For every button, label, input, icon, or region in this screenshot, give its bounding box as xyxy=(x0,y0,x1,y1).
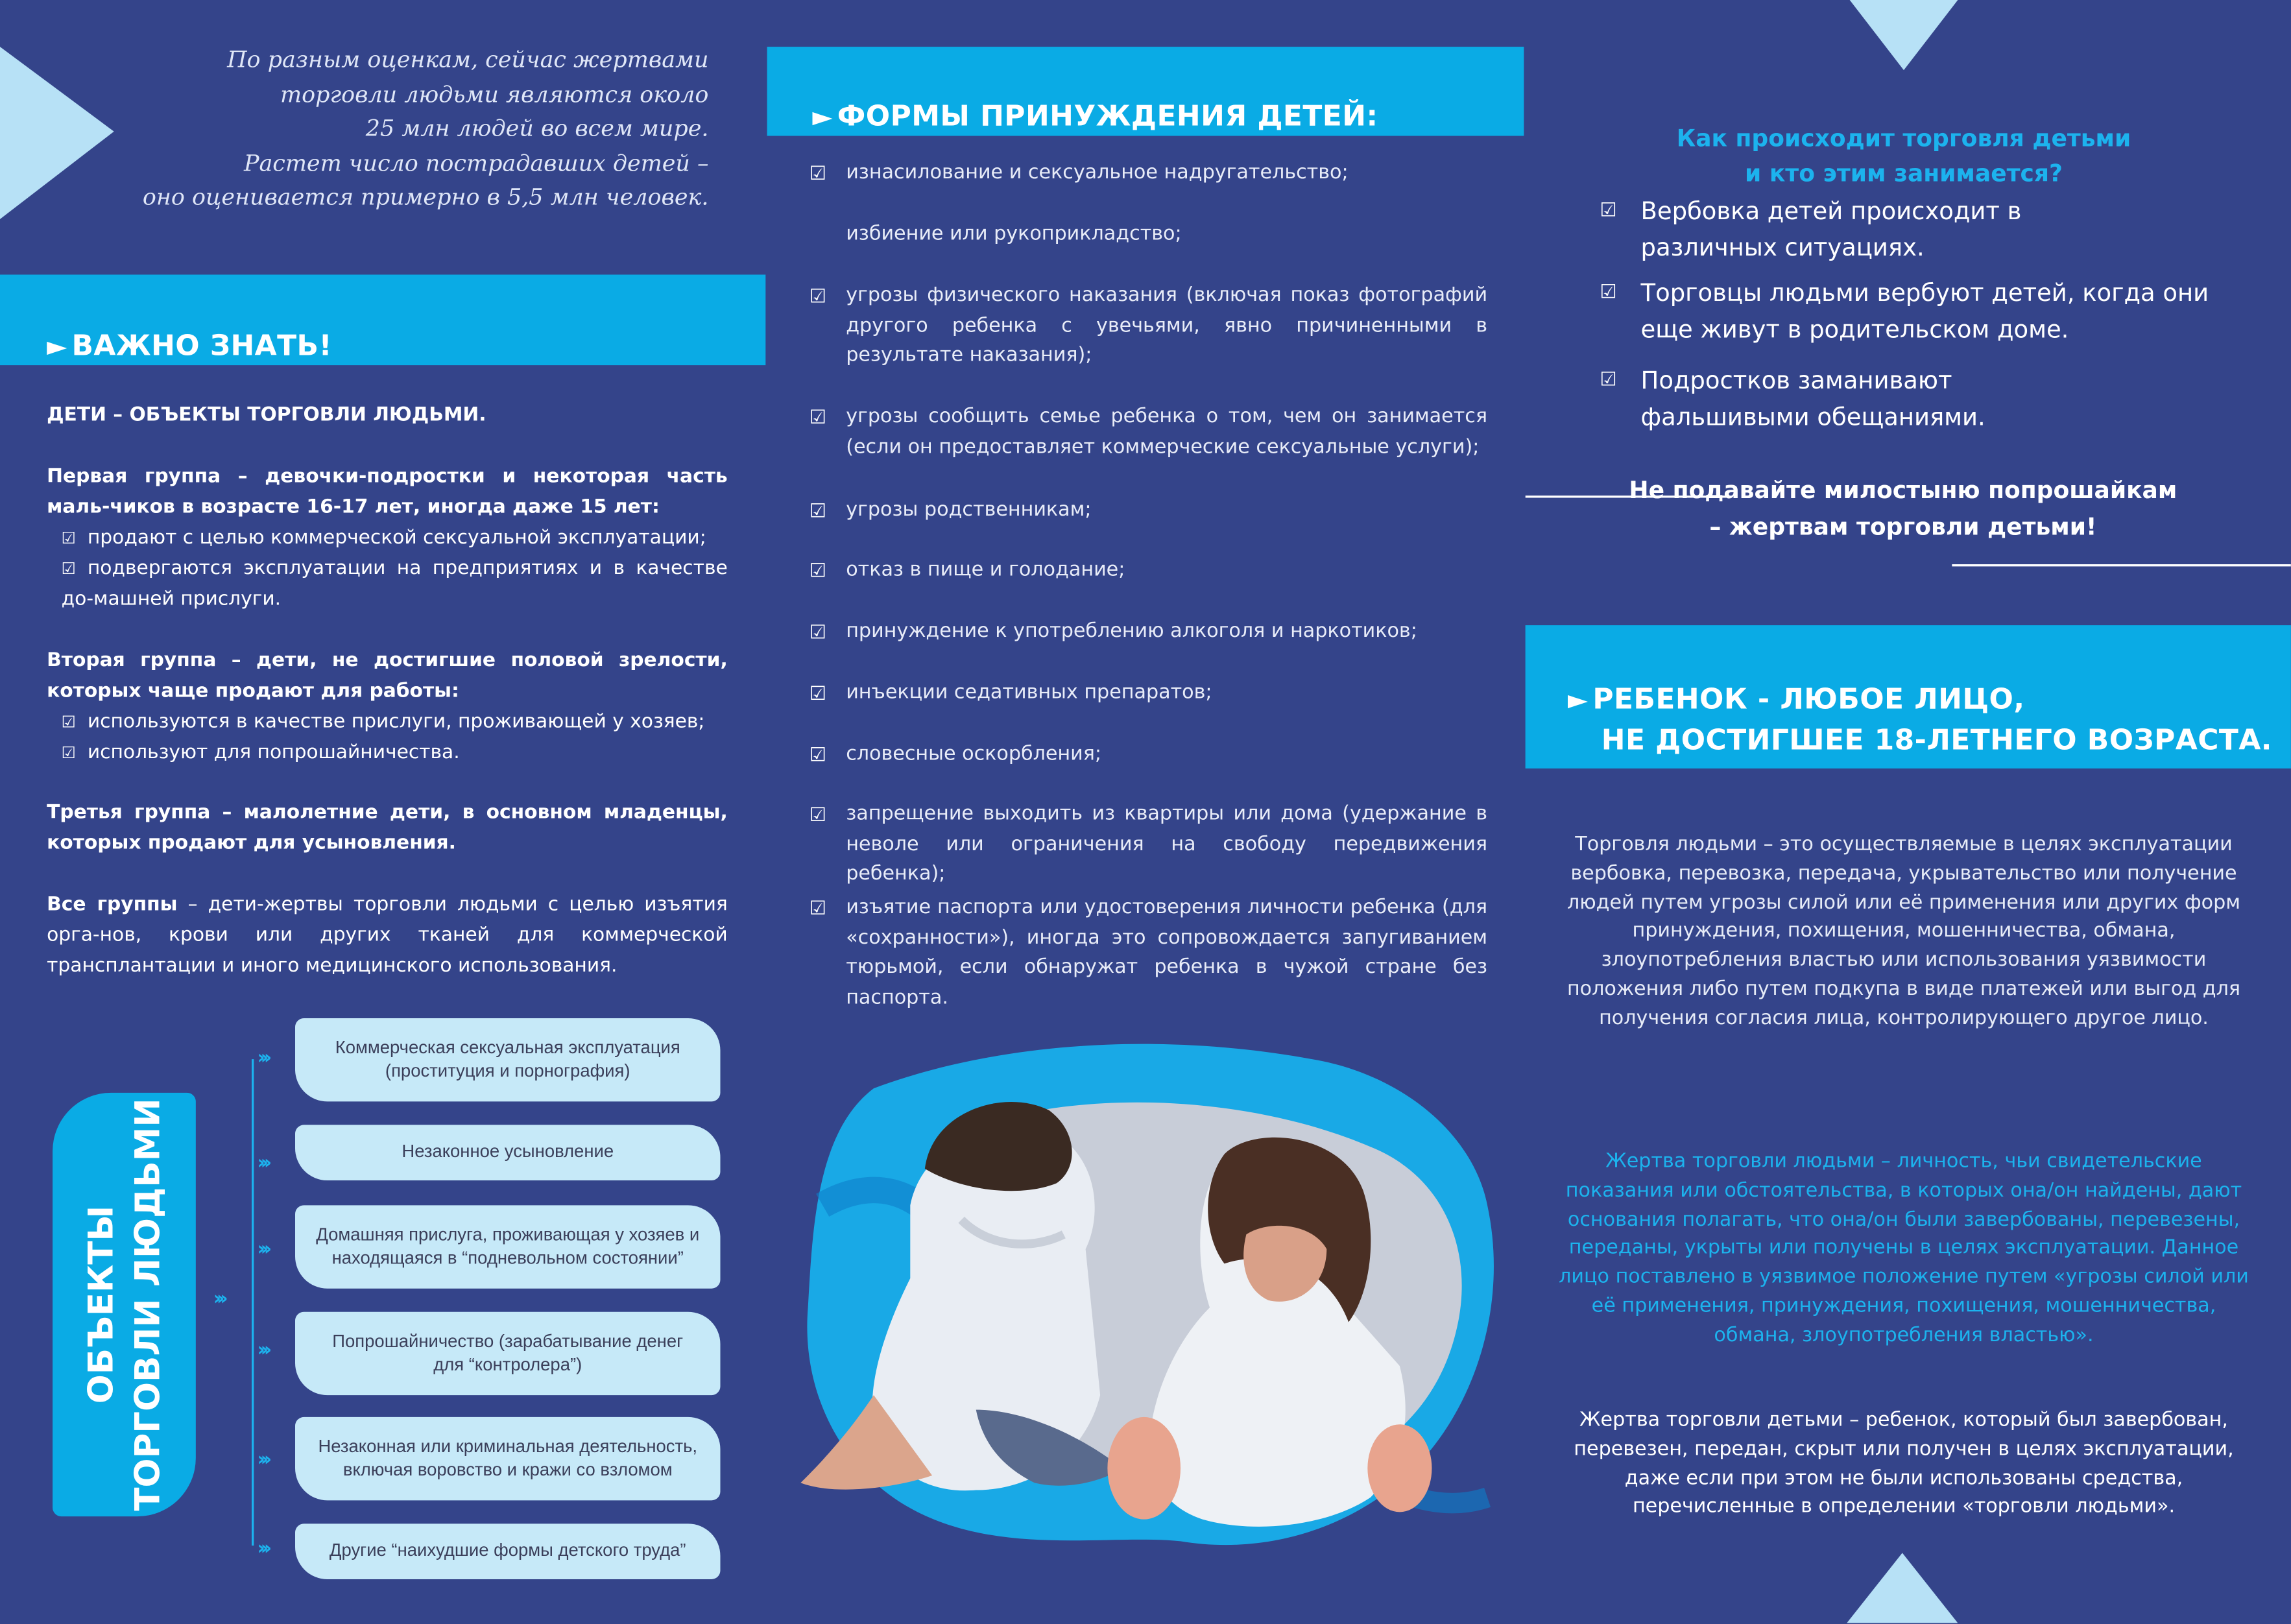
list-item: ☑ угрозы родственникам; xyxy=(812,497,1487,527)
important-heading: ДЕТИ – ОБЪЕКТЫ ТОРГОВЛИ ЛЮДЬМИ. xyxy=(47,404,486,427)
checkbox-icon: ☑ xyxy=(61,529,76,548)
left-triangle-decor xyxy=(0,47,114,219)
list-item: ☑ угрозы физического наказания (включая показ фотографий другого ребенка с увечьями, явно причиненными в результате наказания); xyxy=(812,282,1487,372)
checkbox-icon: ☑ xyxy=(61,713,76,732)
object-item: Незаконная или криминальная деятельность, включая воровство и кражи со взломом xyxy=(295,1417,720,1500)
object-item: Незаконное усыновление xyxy=(295,1125,720,1180)
coercion-title: ► ФОРМЫ ПРИНУЖДЕНИЯ ДЕТЕЙ: xyxy=(812,99,1378,133)
intro-line: торговли людьми являются около xyxy=(280,81,709,108)
list-item: ☑ отказ в пище и голодание; xyxy=(812,556,1487,586)
list-item: ☑ изъятие паспорта или удостоверения личности ребенка (для «сохранности»), иногда это сопровождается запугиванием тюрьмой, если обнаружат ребенка в чужой стране без паспорта. xyxy=(812,894,1487,1014)
list-item: ☑ принуждение к употреблению алкоголя и наркотиков; xyxy=(812,618,1487,648)
list-item: ☑ угрозы сообщить семье ребенка о том, чем он занимается (если он предоставляет коммерческие сексуальные услуги); xyxy=(812,403,1487,463)
list-item: ☑ запрещение выходить из квартиры или дома (удержание в неволе или ограничения на свободу передвижения ребенка); xyxy=(812,800,1487,890)
chevron-right-icon: ››› xyxy=(257,1239,268,1261)
list-item: ☑ подвергаются эксплуатации на предприятиях и в качестве до-машней прислуги. xyxy=(61,558,728,611)
arrow-right-icon: ► xyxy=(1567,685,1589,716)
all-groups: Все группы – дети-жертвы торговли людьми с целью изъятия орга-нов, крови или других тканей для коммерческой трансплантации и иного медицинского использования. xyxy=(47,894,728,977)
intro-line: оно оценивается примерно в 5,5 млн человек. xyxy=(142,184,709,211)
list-item: ☑ продают с целью коммерческой сексуальной эксплуатации; xyxy=(61,527,706,549)
group-1 xyxy=(47,462,728,615)
checkbox-icon: ☑ xyxy=(1600,281,1617,304)
object-item: Другие “наихудшие формы детского труда” xyxy=(295,1523,720,1579)
checkbox-icon: ☑ xyxy=(61,559,76,579)
list-item: ☑ инъекции седативных препаратов; xyxy=(812,679,1487,709)
intro-line: По разным оценкам, сейчас жертвами xyxy=(227,47,709,73)
chevron-right-icon: ››› xyxy=(213,1288,224,1311)
checkbox-icon: ☑ xyxy=(1600,369,1617,392)
bracket-connector xyxy=(241,1052,300,1556)
list-item: ☑ изнасилование и сексуальное надругательство; xyxy=(812,160,1487,189)
chevron-right-icon: ››› xyxy=(257,1339,268,1362)
arrow-right-icon: ► xyxy=(812,102,834,133)
checkbox-icon: ☑ xyxy=(809,501,827,523)
checkbox-icon: ☑ xyxy=(809,407,827,430)
checkbox-icon: ☑ xyxy=(1600,200,1617,222)
list-item: ☑ Торговцы людьми вербуют детей, когда они еще живут в родительском доме. xyxy=(1600,274,2242,348)
list-item: ☑ используют для попрошайничества. xyxy=(61,742,460,765)
object-item: Домашняя прислуга, проживающая у хозяев и находящаяся в “подневольном состоянии” xyxy=(295,1205,720,1288)
object-item: Попрошайничество (зарабатывание денег для “контролера”) xyxy=(295,1312,720,1395)
group-1-heading: Первая группа – девочки-подростки и некоторая часть маль-чиков в возрасте 16-17 лет, иногда даже 15 лет: xyxy=(47,466,728,519)
checkbox-icon: ☑ xyxy=(809,684,827,706)
checkbox-icon: ☑ xyxy=(809,286,827,309)
objects-vertical-label: ОБЪЕКТЫ ТОРГОВЛИ ЛЮДЬМИ xyxy=(80,1098,169,1511)
list-item: ☑ словесные оскорбления; xyxy=(812,741,1487,770)
checkbox-icon: ☑ xyxy=(809,560,827,583)
list-item: ☑ Подростков заманивают фальшивыми обещаниями. xyxy=(1600,363,2242,436)
object-item: Коммерческая сексуальная эксплуатация (проституция и порнография) xyxy=(295,1018,720,1101)
checkbox-icon: ☑ xyxy=(809,805,827,827)
chevron-right-icon: ››› xyxy=(257,1152,268,1175)
list-item: ☑ Вербовка детей происходит в различных ситуациях. xyxy=(1600,193,2242,266)
checkbox-icon: ☑ xyxy=(809,622,827,645)
list-item: избиение или рукоприкладство; xyxy=(846,223,1182,246)
alms-warning: Не подавайте милостыню попрошайкам – жертвам торговли детьми! xyxy=(1629,476,2177,540)
children-illustration xyxy=(786,1030,1524,1614)
child-victim-definition: Жертва торговли детьми – ребенок, который был завербован, перевезен, передан, скрыт или получен в целях эксплуатации, даже если при этом не были использованы средства, перечисленные в определении «торговли людьми». xyxy=(1574,1409,2234,1519)
chevron-right-icon: ››› xyxy=(257,1538,268,1560)
child-definition-title: ► РЕБЕНОК - ЛЮБОЕ ЛИЦО, НЕ ДОСТИГШЕЕ 18-ЛЕТНЕГО ВОЗРАСТА. xyxy=(1567,682,2272,757)
intro-statistics xyxy=(117,44,708,216)
checkbox-icon: ☑ xyxy=(809,745,827,767)
group-3: Третья группа – малолетние дети, в основном младенцы, которых продают для усыновления. xyxy=(47,802,728,855)
objects-vertical-label-box xyxy=(53,1093,196,1516)
checkbox-icon: ☑ xyxy=(809,898,827,921)
bottom-triangle-decor xyxy=(1847,1553,1958,1623)
top-triangle-decor xyxy=(1850,0,1958,70)
checkbox-icon: ☑ xyxy=(809,163,827,186)
arrow-right-icon: ► xyxy=(47,331,67,363)
group-2-heading: Вторая группа – дети, не достигшие половой зрелости, которых чаще продают для работы: xyxy=(47,650,728,703)
trafficking-definition: Торговля людьми – это осуществляемые в целях эксплуатации вербовка, перевозка, передача, укрывательство или получение людей путем угрозы силой или её применения или других форм принуждения, похищения, мошенничества, обмана, злоупотребления властью или использования уязвимости положения либо путем подкупа в виде платежей или выгод для получения согласия лица, контролирующего другое лицо. xyxy=(1566,834,2241,1030)
group-2 xyxy=(47,646,728,769)
list-item: ☑ используются в качестве прислуги, проживающей у хозяев; xyxy=(61,711,705,734)
intro-line: Растет число пострадавших детей – xyxy=(243,149,709,176)
victim-definition: Жертва торговли людьми – личность, чьи свидетельские показания или обстоятельства, в которых она/он найдены, дают основания полагать, что она/он были завербованы, перевезены, переданы, укрыты или получены в целях эксплуатации. Данное лицо поставлено в уязвимое положение путем «угрозы силой или её применения, принуждения, похищения, мошенничества, обмана, злоупотребления властью». xyxy=(1559,1151,2249,1347)
how-title: Как происходит торговля детьми и кто этим занимается? xyxy=(1676,124,2131,187)
intro-line: 25 млн людей во всем мире. xyxy=(365,115,709,142)
checkbox-icon: ☑ xyxy=(61,743,76,763)
chevron-right-icon: ››› xyxy=(257,1449,268,1472)
important-title: ► ВАЖНО ЗНАТЬ! xyxy=(47,328,332,363)
chevron-right-icon: ››› xyxy=(257,1047,268,1069)
